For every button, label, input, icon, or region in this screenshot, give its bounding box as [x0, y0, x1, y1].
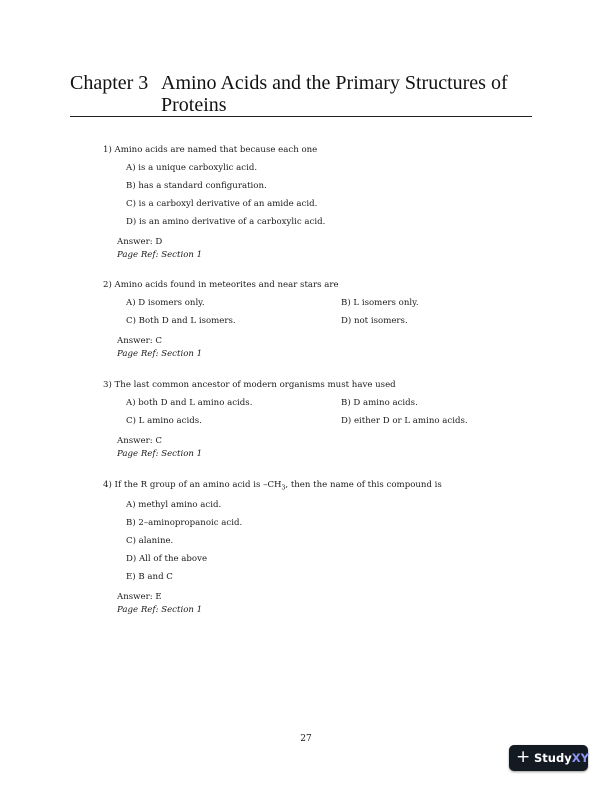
question-stem [103, 479, 442, 495]
page-ref: Page Ref: Section 1 [117, 605, 203, 615]
heading-rule [70, 116, 532, 117]
question-stem-prefix: 4) If the R group of an amino acid is –CH [103, 480, 282, 490]
question-stem-suffix: , then the name of this compound is [285, 480, 442, 490]
option-a: A) both D and L amino acids. [126, 398, 253, 408]
option-d: D) either D or L amino acids. [341, 416, 468, 426]
page-ref: Page Ref: Section 1 [117, 449, 203, 459]
plus-icon: + [516, 747, 531, 767]
question-stem: 2) Amino acids found in meteorites and near stars are [103, 280, 339, 290]
option-a: A) D isomers only. [126, 298, 205, 308]
option-c: C) is a carboxyl derivative of an amide acid. [126, 199, 318, 209]
option-b: B) 2–aminopropanoic acid. [126, 518, 243, 528]
option-c: C) Both D and L isomers. [126, 316, 236, 326]
chapter-number: Chapter 3 [70, 72, 149, 94]
option-d: D) All of the above [126, 554, 208, 564]
brand-name-main: Study [534, 751, 572, 765]
option-d: D) not isomers. [341, 316, 408, 326]
answer-label: Answer: C [117, 336, 162, 346]
chapter-heading [70, 72, 532, 116]
question-stem: 1) Amino acids are named that because each one [103, 145, 318, 155]
answer-label: Answer: C [117, 436, 162, 446]
question-stem: 3) The last common ancestor of modern organisms must have used [103, 380, 396, 390]
answer-label: Answer: E [117, 592, 162, 602]
studyxy-badge[interactable] [509, 745, 588, 771]
option-b: B) has a standard configuration. [126, 181, 267, 191]
option-d: D) is an amino derivative of a carboxylic acid. [126, 217, 326, 227]
brand-name [534, 751, 589, 765]
option-c: C) L amino acids. [126, 416, 202, 426]
option-a: A) methyl amino acid. [126, 500, 222, 510]
page-ref: Page Ref: Section 1 [117, 250, 203, 260]
page-number: 27 [300, 734, 312, 744]
answer-label: Answer: D [117, 237, 163, 247]
option-a: A) is a unique carboxylic acid. [126, 163, 258, 173]
option-e: E) B and C [126, 572, 173, 582]
chapter-title: Amino Acids and the Primary Structures of Proteins [161, 72, 508, 116]
question-stem-subscript: 3 [281, 484, 286, 492]
page-ref: Page Ref: Section 1 [117, 349, 203, 359]
option-b: B) L isomers only. [341, 298, 419, 308]
brand-name-accent: XY [571, 751, 589, 765]
option-c: C) alanine. [126, 536, 174, 546]
option-b: B) D amino acids. [341, 398, 418, 408]
